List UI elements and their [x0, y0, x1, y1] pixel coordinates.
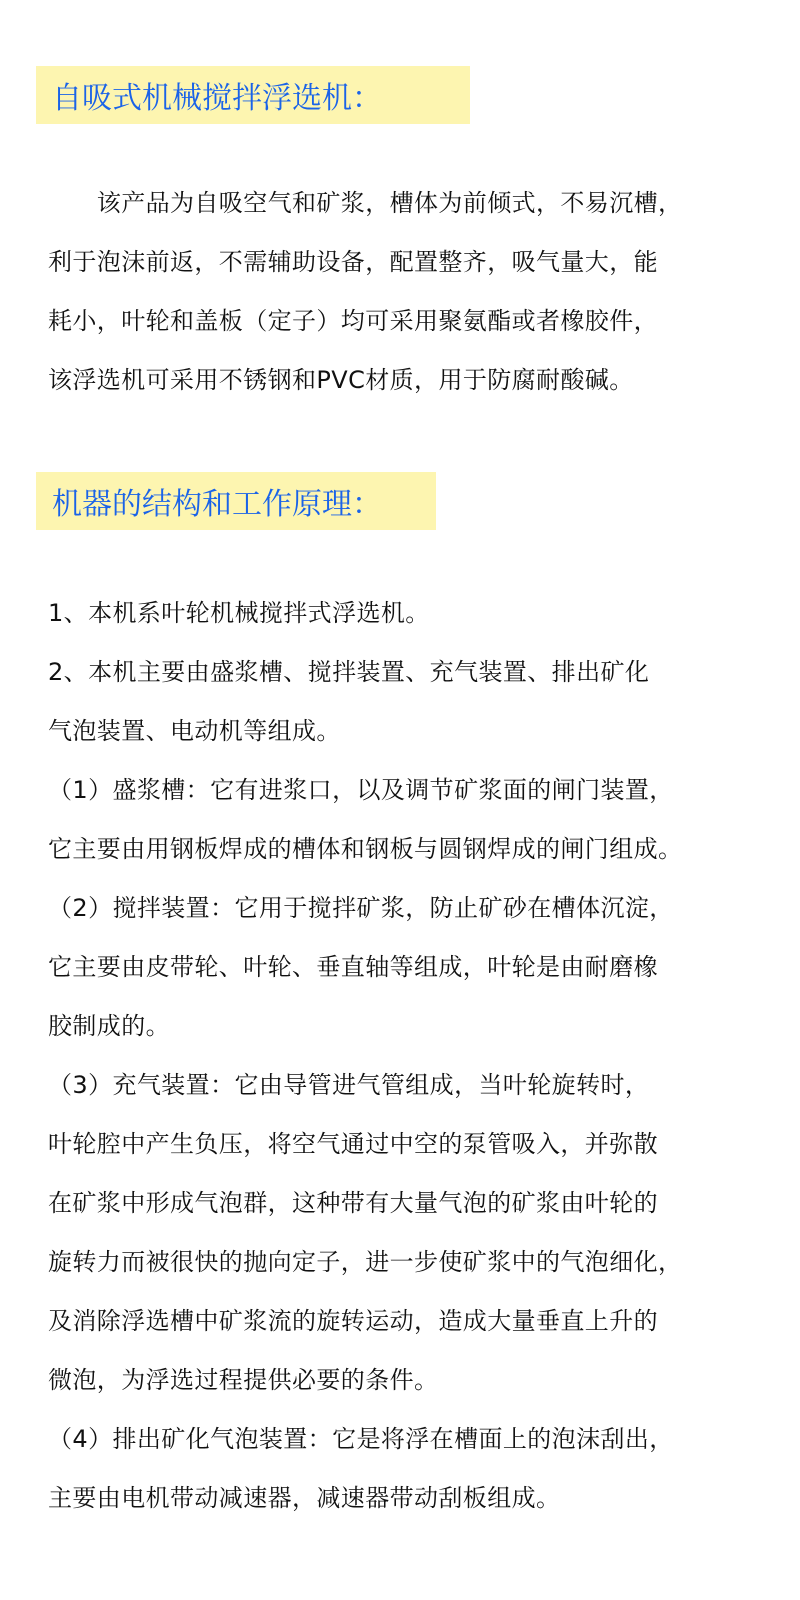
structure-line-13: 及消除浮选槽中矿浆流的旋转运动，造成大量垂直上升的	[48, 1307, 658, 1335]
structure-line-4: （1）盛浆槽：它有进浆口，以及调节矿浆面的闸门装置，	[48, 776, 674, 804]
structure-line-10: 叶轮腔中产生负压，将空气通过中空的泵管吸入，并弥散	[48, 1130, 658, 1158]
intro-line-4: 该浮选机可采用不锈钢和PVC材质，用于防腐耐酸碱。	[48, 366, 634, 394]
section-heading-intro	[36, 66, 470, 124]
section-heading-structure	[36, 472, 436, 530]
structure-line-14: 微泡，为浮选过程提供必要的条件。	[48, 1366, 439, 1394]
structure-line-11: 在矿浆中形成气泡群，这种带有大量气泡的矿浆由叶轮的	[48, 1189, 658, 1217]
structure-line-6: （2）搅拌装置：它用于搅拌矿浆，防止矿砂在槽体沉淀，	[48, 894, 674, 922]
intro-line-2: 利于泡沫前返，不需辅助设备，配置整齐，吸气量大，能	[48, 248, 658, 276]
structure-line-15: （4）排出矿化气泡装置：它是将浮在槽面上的泡沫刮出，	[48, 1425, 674, 1453]
structure-line-1: 1、本机系叶轮机械搅拌式浮选机。	[48, 599, 430, 627]
section-heading-intro-text: 自吸式机械搅拌浮选机：	[52, 81, 382, 116]
structure-line-12: 旋转力而被很快的抛向定子，进一步使矿浆中的气泡细化，	[48, 1248, 683, 1276]
structure-line-7: 它主要由皮带轮、叶轮、垂直轴等组成，叶轮是由耐磨橡	[48, 953, 658, 981]
structure-line-8: 胶制成的。	[48, 1012, 170, 1040]
structure-line-9: （3）充气装置：它由导管进气管组成，当叶轮旋转时，	[48, 1071, 650, 1099]
section-heading-structure-text: 机器的结构和工作原理：	[52, 487, 382, 522]
structure-line-16: 主要由电机带动减速器，减速器带动刮板组成。	[48, 1484, 561, 1512]
structure-line-3: 气泡装置、电动机等组成。	[48, 717, 341, 745]
intro-line-3: 耗小，叶轮和盖板（定子）均可采用聚氨酯或者橡胶件，	[48, 307, 658, 335]
structure-line-2: 2、本机主要由盛浆槽、搅拌装置、充气装置、排出矿化	[48, 658, 650, 686]
intro-line-1: 该产品为自吸空气和矿浆，槽体为前倾式，不易沉槽，	[48, 189, 683, 217]
structure-line-5: 它主要由用钢板焊成的槽体和钢板与圆钢焊成的闸门组成。	[48, 835, 683, 863]
